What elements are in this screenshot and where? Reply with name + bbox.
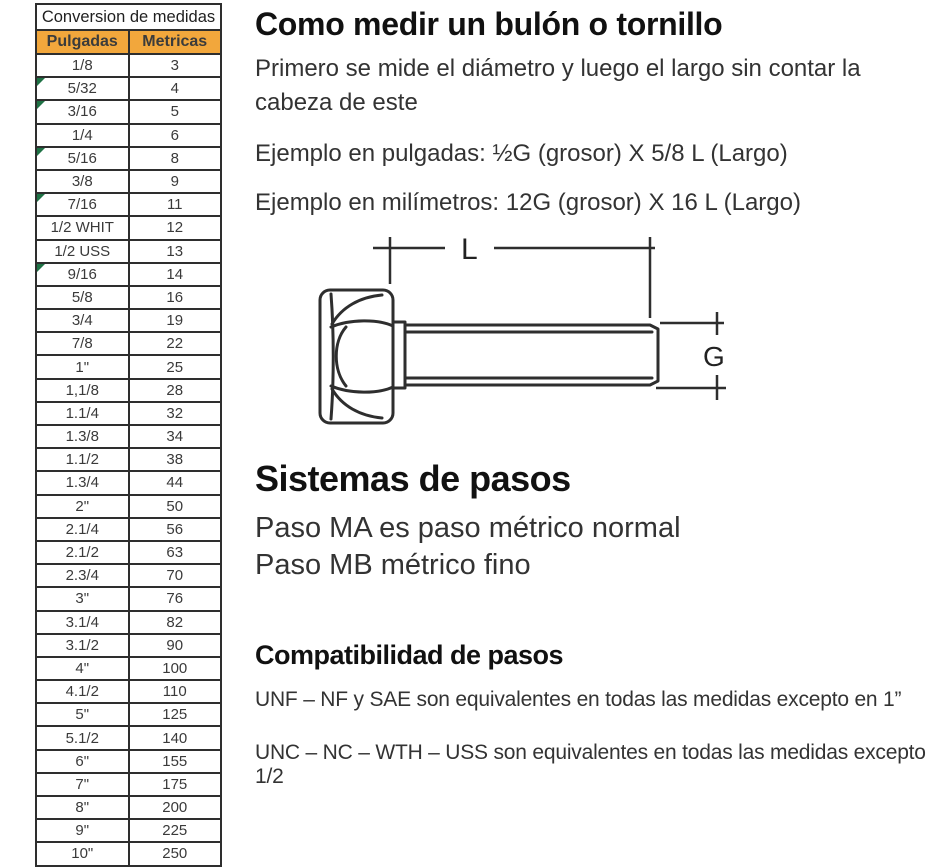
table-title: Conversion de medidas [36, 4, 221, 30]
inches-cell [36, 611, 129, 634]
inches-cell [36, 54, 129, 77]
inches-value: 1/2 USS [54, 242, 111, 260]
metric-cell: 110 [129, 680, 222, 703]
table-row [36, 100, 221, 123]
metric-cell: 28 [129, 379, 222, 402]
metric-cell: 100 [129, 657, 222, 680]
example-mm-line: Ejemplo en milímetros: 12G (grosor) X 16 L (Largo) [255, 189, 801, 216]
table-row [36, 750, 221, 773]
bolt-collar [393, 322, 405, 388]
compatibility-unc-line: UNC – NC – WTH – USS son equivalentes en todas las medidas excepto 1/2 [255, 741, 926, 788]
inches-cell [36, 77, 129, 100]
metric-cell: 155 [129, 750, 222, 773]
table-row [36, 124, 221, 147]
inches-cell [36, 587, 129, 610]
metric-cell: 4 [129, 77, 222, 100]
table-row [36, 147, 221, 170]
table-row [36, 564, 221, 587]
table-row [36, 170, 221, 193]
error-flag-icon [37, 264, 45, 272]
table-row [36, 54, 221, 77]
metric-cell: 140 [129, 726, 222, 749]
inches-cell [36, 425, 129, 448]
inches-value: 1,1/8 [65, 381, 99, 399]
inches-cell [36, 726, 129, 749]
intro-paragraph: Primero se mide el diámetro y luego el largo sin contar la cabeza de este [255, 55, 861, 117]
inches-value: 7/16 [67, 196, 97, 214]
inches-value: 3.1/4 [65, 613, 99, 631]
metric-cell: 16 [129, 286, 222, 309]
inches-cell [36, 495, 129, 518]
table-row [36, 193, 221, 216]
table-row [36, 379, 221, 402]
inches-cell [36, 147, 129, 170]
inches-cell [36, 842, 129, 865]
inches-value: 8" [75, 799, 90, 817]
inches-cell [36, 379, 129, 402]
table-row [36, 634, 221, 657]
inches-value: 5/16 [67, 149, 97, 167]
inches-cell [36, 170, 129, 193]
inches-cell [36, 471, 129, 494]
metric-cell: 13 [129, 240, 222, 263]
inches-value: 1/2 WHIT [50, 219, 114, 237]
inches-cell [36, 796, 129, 819]
inches-value: 2.1/4 [65, 520, 99, 538]
inches-value: 7/8 [71, 335, 93, 353]
inches-value: 1" [75, 358, 90, 376]
inches-value: 2.3/4 [65, 567, 99, 585]
inches-value: 3/8 [71, 173, 93, 191]
inches-cell [36, 773, 129, 796]
diameter-dimension-label: G [703, 341, 725, 372]
table-title-row [36, 4, 221, 30]
error-flag-icon [37, 148, 45, 156]
table-row [36, 309, 221, 332]
inches-cell [36, 263, 129, 286]
inches-value: 9/16 [67, 265, 97, 283]
table-row [36, 657, 221, 680]
inches-cell [36, 819, 129, 842]
metric-cell: 9 [129, 170, 222, 193]
inches-value: 1/8 [71, 57, 93, 75]
table-row [36, 355, 221, 378]
inches-cell [36, 680, 129, 703]
table-row [36, 773, 221, 796]
inches-value: 1.1/4 [65, 404, 99, 422]
length-dimension-label: L [461, 233, 478, 266]
inches-cell [36, 448, 129, 471]
inches-cell [36, 286, 129, 309]
inches-cell [36, 402, 129, 425]
bolt-diagram [298, 228, 743, 435]
compatibility-title: Compatibilidad de pasos [255, 640, 564, 670]
inches-cell [36, 309, 129, 332]
table-row [36, 448, 221, 471]
pitch-ma-line: Paso MA es paso métrico normal [255, 512, 681, 544]
dimension-lines [373, 237, 726, 400]
metric-cell: 22 [129, 332, 222, 355]
table-row [36, 680, 221, 703]
metric-cell: 125 [129, 703, 222, 726]
inches-value: 4.1/2 [65, 683, 99, 701]
error-flag-icon [37, 78, 45, 86]
inches-value: 1.1/2 [65, 451, 99, 469]
metric-cell: 25 [129, 355, 222, 378]
inches-value: 1/4 [71, 126, 93, 144]
inches-cell [36, 541, 129, 564]
inches-cell [36, 124, 129, 147]
table-row [36, 611, 221, 634]
metric-cell: 82 [129, 611, 222, 634]
metric-cell: 56 [129, 518, 222, 541]
metric-cell: 90 [129, 634, 222, 657]
table-row [36, 240, 221, 263]
metric-cell: 11 [129, 193, 222, 216]
inches-value: 10" [71, 845, 94, 863]
metric-cell: 38 [129, 448, 222, 471]
inches-value: 3" [75, 590, 90, 608]
inches-value: 2" [75, 497, 90, 515]
table-header-row [36, 30, 221, 54]
metric-cell: 8 [129, 147, 222, 170]
metric-cell: 12 [129, 216, 222, 239]
inches-value: 1.3/8 [65, 428, 99, 446]
example-inches-line: Ejemplo en pulgadas: ½G (grosor) X 5/8 L (Largo) [255, 140, 788, 167]
conversion-table [35, 3, 222, 867]
table-row [36, 263, 221, 286]
bolt-shaft [405, 325, 658, 385]
inches-cell [36, 216, 129, 239]
error-flag-icon [37, 194, 45, 202]
inches-value: 3.1/2 [65, 636, 99, 654]
metric-cell: 70 [129, 564, 222, 587]
metric-cell: 34 [129, 425, 222, 448]
inches-cell [36, 750, 129, 773]
inches-cell [36, 634, 129, 657]
table-row [36, 819, 221, 842]
inches-cell [36, 703, 129, 726]
metric-cell: 175 [129, 773, 222, 796]
table-row [36, 518, 221, 541]
metric-cell: 200 [129, 796, 222, 819]
inches-cell [36, 332, 129, 355]
metric-cell: 250 [129, 842, 222, 865]
inches-value: 5.1/2 [65, 729, 99, 747]
table-row [36, 495, 221, 518]
table-row [36, 587, 221, 610]
metric-cell: 5 [129, 100, 222, 123]
metric-cell: 14 [129, 263, 222, 286]
inches-value: 5/8 [71, 288, 93, 306]
table-row [36, 726, 221, 749]
inches-value: 3/4 [71, 312, 93, 330]
table-row [36, 842, 221, 865]
metric-cell: 6 [129, 124, 222, 147]
inches-value: 4" [75, 659, 90, 677]
table-row [36, 286, 221, 309]
inches-cell [36, 240, 129, 263]
metric-cell: 19 [129, 309, 222, 332]
table-row [36, 471, 221, 494]
column-header-metricas: Metricas [129, 30, 222, 54]
metric-cell: 44 [129, 471, 222, 494]
inches-cell [36, 193, 129, 216]
page-title: Como medir un bulón o tornillo [255, 6, 723, 42]
metric-cell: 50 [129, 495, 222, 518]
inches-value: 7" [75, 775, 90, 793]
metric-cell: 225 [129, 819, 222, 842]
inches-value: 6" [75, 752, 90, 770]
table-row [36, 703, 221, 726]
pitch-systems-title: Sistemas de pasos [255, 458, 571, 499]
pitch-mb-line: Paso MB métrico fino [255, 549, 531, 581]
inches-value: 3/16 [67, 103, 97, 121]
inches-value: 5/32 [67, 80, 97, 98]
inches-cell [36, 100, 129, 123]
table-row [36, 332, 221, 355]
inches-value: 5" [75, 706, 90, 724]
column-header-pulgadas: Pulgadas [36, 30, 129, 54]
inches-cell [36, 564, 129, 587]
inches-cell [36, 657, 129, 680]
metric-cell: 3 [129, 54, 222, 77]
metric-cell: 76 [129, 587, 222, 610]
table-row [36, 425, 221, 448]
inches-value: 1.3/4 [65, 474, 99, 492]
inches-value: 9" [75, 822, 90, 840]
table-row [36, 541, 221, 564]
inches-cell [36, 355, 129, 378]
compatibility-unf-line: UNF – NF y SAE son equivalentes en todas las medidas excepto en 1” [255, 688, 902, 711]
inches-value: 2.1/2 [65, 544, 99, 562]
metric-cell: 32 [129, 402, 222, 425]
table-row [36, 216, 221, 239]
table-row [36, 796, 221, 819]
inches-cell [36, 518, 129, 541]
bolt-outline [320, 290, 658, 423]
table-row [36, 402, 221, 425]
error-flag-icon [37, 101, 45, 109]
metric-cell: 63 [129, 541, 222, 564]
table-row [36, 77, 221, 100]
